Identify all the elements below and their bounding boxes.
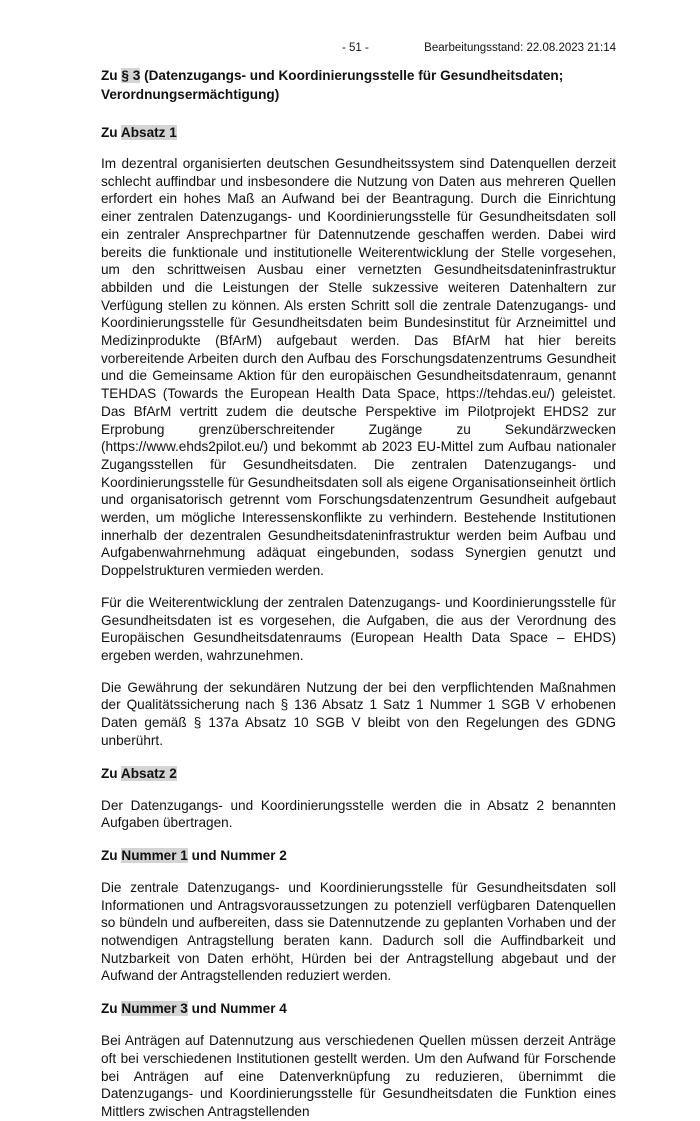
revision-status: Bearbeitungsstand: 22.08.2023 21:14 <box>424 42 616 54</box>
section-title: Zu § 3 (Datenzugangs- und Koordinierungsstelle für Gesundheitsdaten; Verordnungsermächtigung) <box>101 68 564 102</box>
subheading-absatz-2: Zu Absatz 2 <box>101 765 177 781</box>
page-header <box>0 40 700 56</box>
page-number: - 51 - <box>342 42 369 54</box>
paragraph: Der Datenzugangs- und Koordinierungsstelle werden die in Absatz 2 benannten Aufgaben übertragen. <box>101 797 616 831</box>
highlighted-reference: § 3 <box>121 68 141 83</box>
subheading-nummer-3-4: Zu Nummer 3 und Nummer 4 <box>101 1001 287 1017</box>
paragraph: Die zentrale Datenzugangs- und Koordinierungsstelle für Gesundheitsdaten soll Informationen und Antragsvoraussetzungen zu potenziell verfügbaren Datenquellen so bündeln und aufbereiten, dass sie Datennutzende zu geplanten Vorhaben und der notwendigen Antragstellung beraten kann. Dadurch soll die Auffindbarkeit und Nutzbarkeit von Daten erhöht, Hürden bei der Antragstellung abgebaut und der Aufwand der Antragstellenden reduziert werden. <box>101 879 616 984</box>
document-body <box>101 66 616 1121</box>
paragraph: Im dezentral organisierten deutschen Gesundheitssystem sind Datenquellen derzeit schlecht auffindbar und insbesondere die Nutzung von Daten aus mehreren Quellen erfordert ein hohes Maß an Aufwand bei der Beantragung. Durch die Einrichtung einer zentralen Datenzugangs- und Koordinierungsstelle für Gesundheitsdaten soll ein zentraler Ansprechpartner für Datennutzende geschaffen werden. Dabei wird bereits die funktionale und institutionelle Weiterentwicklung der Stelle vorgesehen, um den schrittweisen Ausbau einer vernetzten Gesundheitsdateninfrastruktur abbilden und die Leistungen der Stelle sukzessive weiteren Datenhaltern zur Verfügung stellen zu können. Als ersten Schritt soll die zentrale Datenzugangs- und Koordinierungsstelle für Gesundheitsdaten beim Bundesinstitut für Arzneimittel und Medizinprodukte (BfArM) aufgebaut werden. Das BfArM hat hier bereits vorbereitende Arbeiten durch den Aufbau des Forschungsdatenzentrums Gesundheit und die Gemeinsame Aktion für den europäischen Gesundheitsdatenraum, genannt TEHDAS (Towards the European Health Data Space, https://tehdas.eu/) geleistet. Das BfArM vertritt zudem die deutsche Perspektive im Pilotprojekt EHDS2 zur Erprobung grenzüberschreitender Zugänge zu Sekundärzwecken (https://www.ehds2pilot.eu/) und bekommt ab 2023 EU-Mittel zum Aufbau nationaler Zugangsstellen für Gesundheitsdaten. Die zentralen Datenzugangs- und Koordinierungsstelle für Gesundheitsdaten soll als eigene Organisationseinheit örtlich und organisatorisch getrennt vom Forschungsdatenzentrum Gesundheit aufgebaut werden, um mögliche Interessenskonflikte zu verhindern. Bestehende Institutionen innerhalb der dezentralen Gesundheitsdateninfrastruktur werden beim Aufbau und Aufgabenwahrnehmung adäquat eingebunden, sodass Synergien genutzt und Doppelstrukturen vermieden werden. <box>101 156 616 579</box>
subheading-nummer-1-2: Zu Nummer 1 und Nummer 2 <box>101 847 287 863</box>
paragraph: Bei Anträgen auf Datennutzung aus verschiedenen Quellen müssen derzeit Anträge oft bei verschiedenen Institutionen gestellt werden. Um den Aufwand für Forschende bei Anträgen auf eine Datenverknüpfung zu reduzieren, übernimmt die Datenzugangs- und Koordinierungsstelle für Gesundheitsdaten die Funktion eines Mittlers zwischen Antragstellenden <box>101 1033 616 1119</box>
highlighted-reference: Absatz 1 <box>120 125 177 140</box>
highlighted-reference: Nummer 3 <box>121 1001 188 1017</box>
subheading-absatz-1: Zu Absatz 1 <box>101 125 177 140</box>
highlighted-reference: Absatz 2 <box>120 765 177 781</box>
highlighted-reference: Nummer 1 <box>121 847 188 863</box>
paragraph: Für die Weiterentwicklung der zentralen Datenzugangs- und Koordinierungsstelle für Gesundheitsdaten ist es vorgesehen, die Aufgaben, die aus der Verordnung des Europäischen Gesundheitsdatenraums (European Health Data Space – EHDS) ergeben werden, wahrzunehmen. <box>101 594 616 663</box>
paragraph: Die Gewährung der sekundären Nutzung der bei den verpflichtenden Maßnahmen der Qualitätssicherung nach § 136 Absatz 1 Satz 1 Nummer 1 SGB V erhobenen Daten gemäß § 137a Absatz 10 SGB V bleibt von den Regelungen des GDNG unberührt. <box>101 679 616 748</box>
